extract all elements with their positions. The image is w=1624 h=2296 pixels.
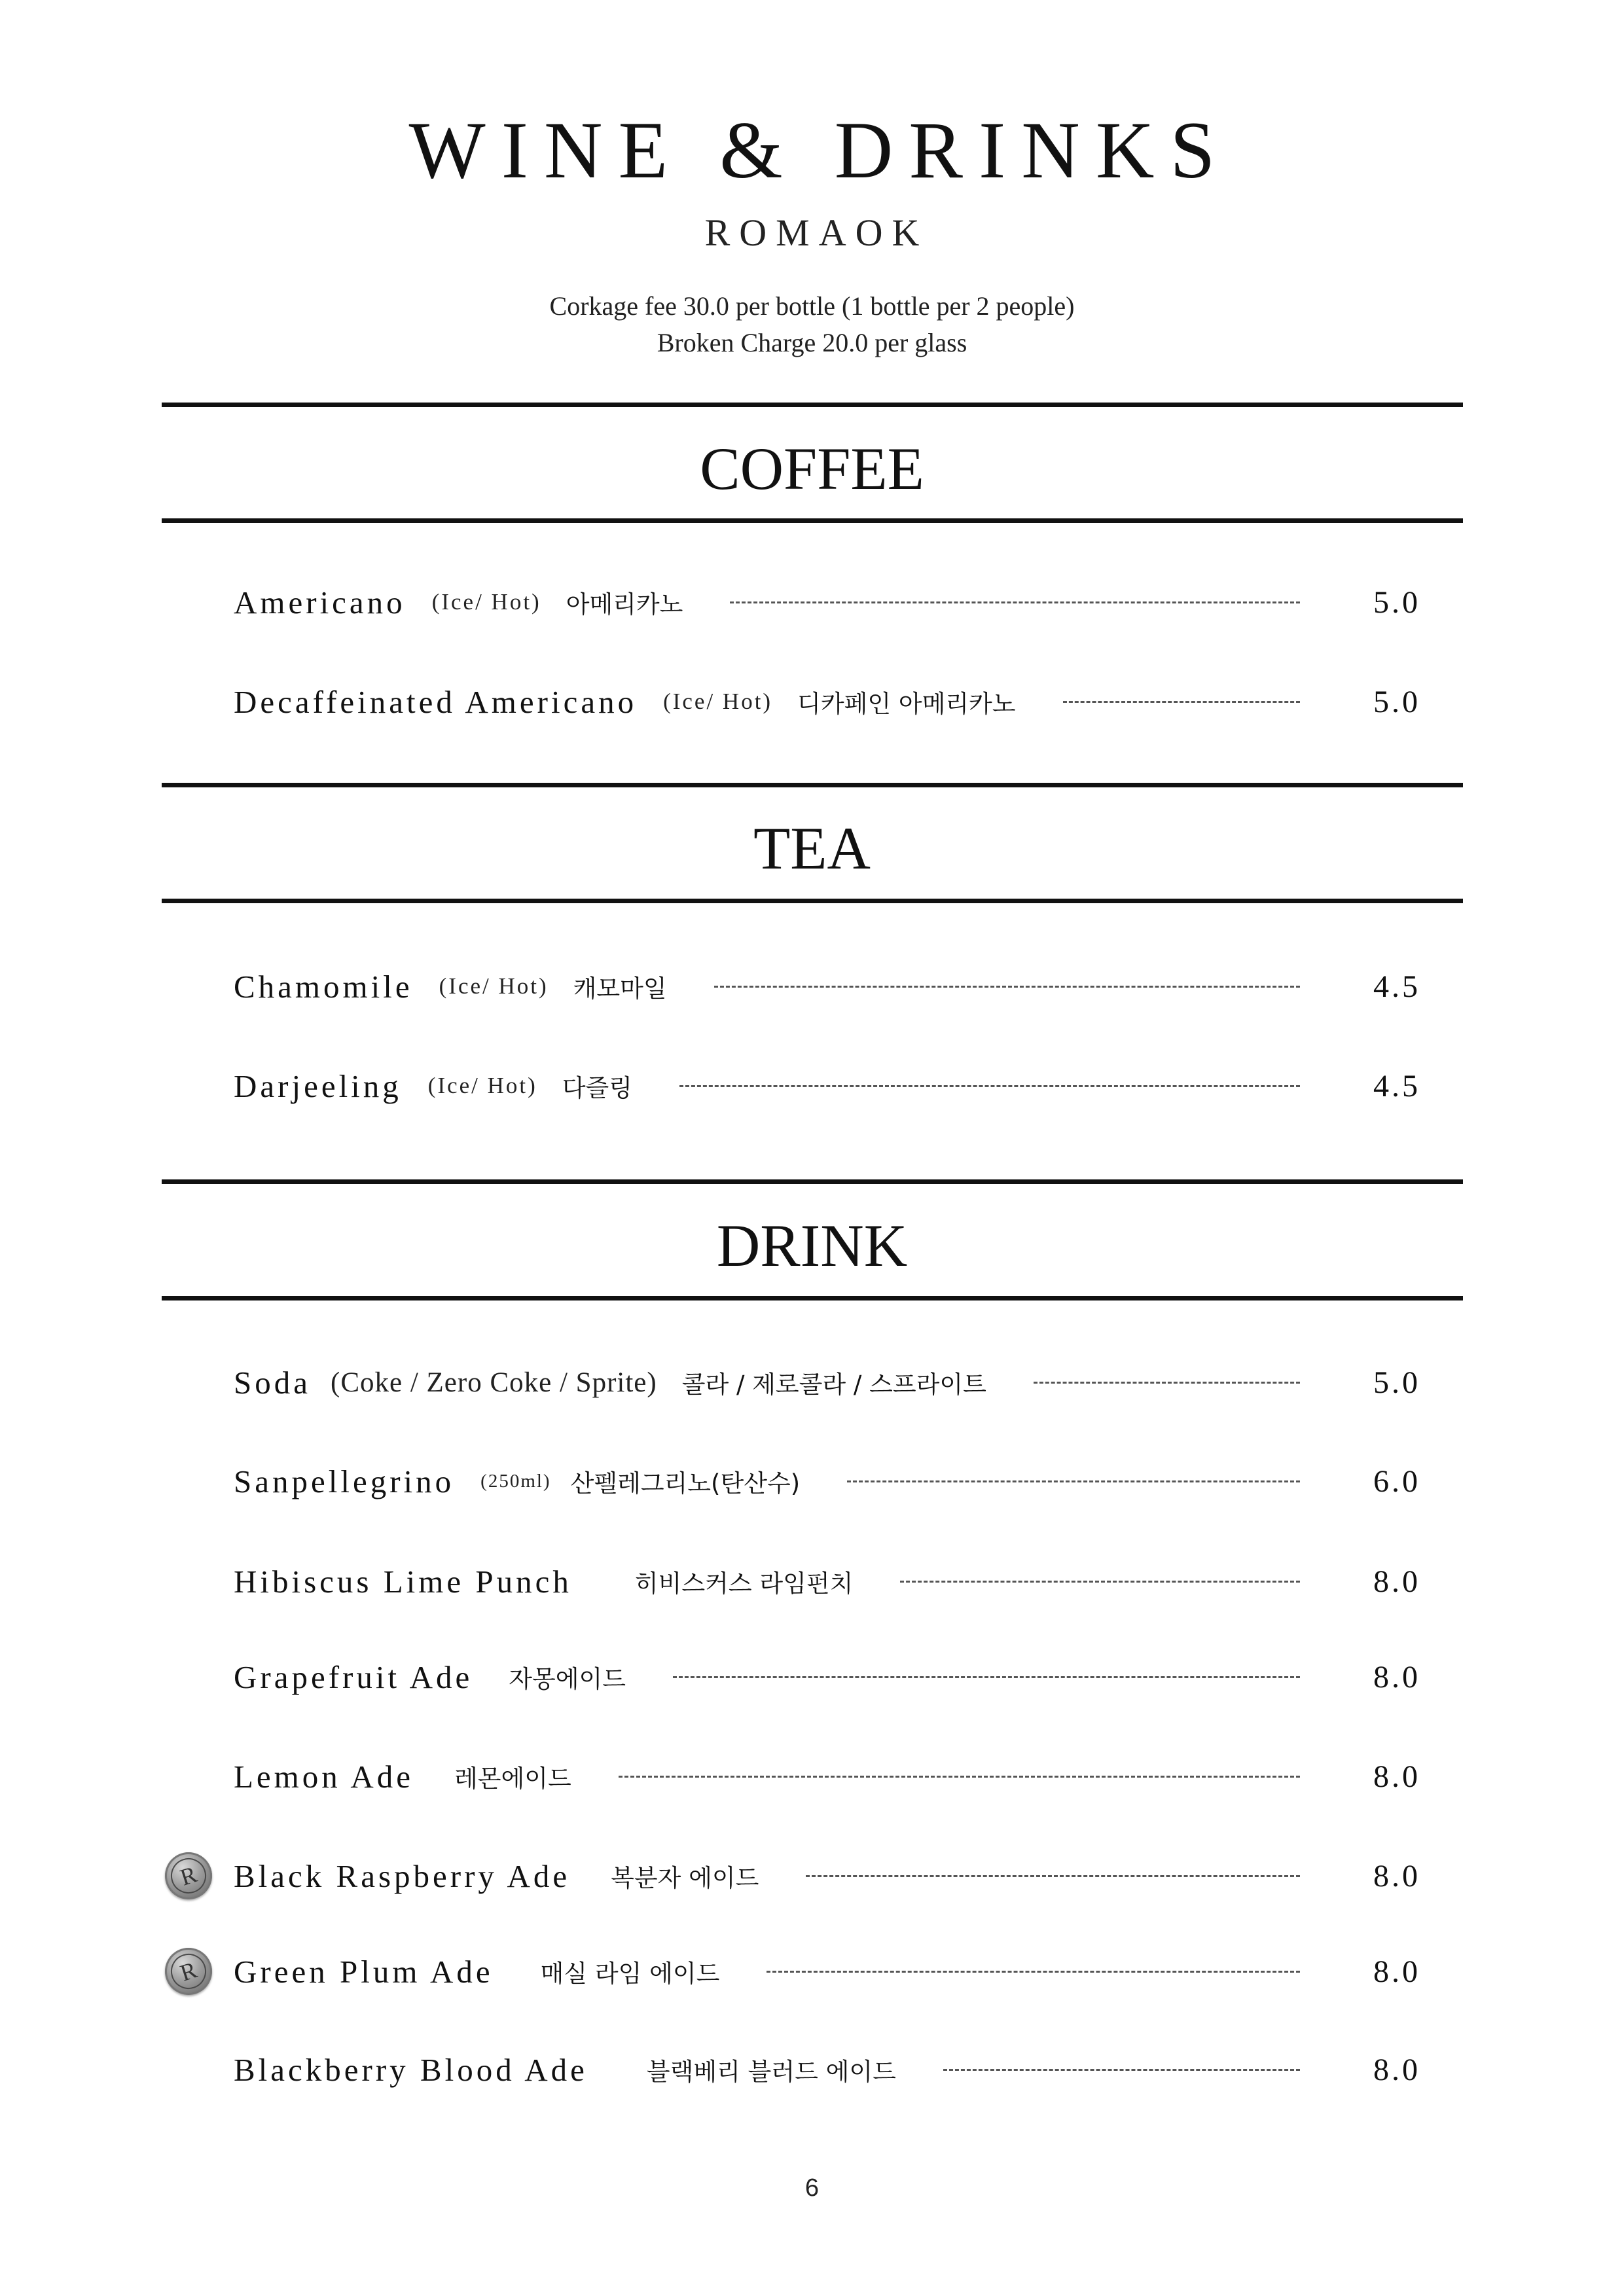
item-name: Chamomile (234, 968, 413, 1005)
section-rule-bottom (162, 1296, 1463, 1300)
item-name: Blackberry Blood Ade (234, 2051, 588, 2088)
item-korean-name: 다즐링 (562, 1074, 633, 1102)
menu-item (234, 1555, 1420, 1607)
brand-name: ROMAOK (704, 211, 929, 254)
item-name: Americano (234, 584, 406, 620)
section-title-coffee: COFFEE (700, 435, 924, 502)
dotted-leader (900, 1581, 1300, 1583)
corkage-fee-note: Corkage fee 30.0 per bottle (1 bottle per 2 people) (549, 291, 1075, 321)
item-korean-name: 블랙베리 블러드 에이드 (646, 2058, 896, 2086)
dotted-leader (806, 1875, 1300, 1877)
item-name: Hibiscus Lime Punch (234, 1563, 572, 1600)
dotted-leader (714, 986, 1300, 988)
item-note: (Ice/ Hot) (427, 1073, 537, 1098)
item-korean-name: 콜라 / 제로콜라 / 스프라이트 (681, 1371, 986, 1399)
item-korean-name: 아메리카노 (566, 590, 683, 619)
item-korean-name: 디카페인 아메리카노 (797, 690, 1016, 718)
item-korean-name: 캐모마일 (573, 975, 667, 1003)
item-name: Soda (234, 1364, 311, 1401)
dotted-leader (1034, 1382, 1300, 1384)
page-title: WINE & DRINKS (408, 105, 1231, 195)
dotted-leader (847, 1480, 1300, 1482)
menu-item (234, 576, 1420, 628)
item-note: (Ice/ Hot) (431, 589, 541, 615)
section-rule-top (162, 1179, 1463, 1184)
section-title-tea: TEA (753, 815, 871, 882)
r-seal-icon (165, 1852, 212, 1899)
item-price: 8.0 (1373, 1564, 1420, 1599)
item-name: Decaffeinated Americano (234, 683, 638, 720)
item-price: 8.0 (1373, 1954, 1420, 1989)
dotted-leader (767, 1971, 1300, 1973)
dotted-leader (679, 1085, 1300, 1087)
item-korean-name: 복분자 에이드 (611, 1864, 759, 1892)
item-price: 8.0 (1373, 1759, 1420, 1794)
charge-notes (0, 288, 1624, 361)
menu-item (234, 1455, 1420, 1507)
dotted-leader (943, 2069, 1300, 2071)
section-title-drink: DRINK (716, 1212, 908, 1279)
item-price: 8.0 (1373, 2052, 1420, 2087)
item-name: Sanpellegrino (234, 1463, 455, 1499)
dotted-leader (673, 1676, 1300, 1678)
dotted-leader (1063, 701, 1300, 703)
item-price: 5.0 (1373, 684, 1420, 719)
section-rule-top (162, 783, 1463, 787)
item-note: (250ml) (480, 1470, 551, 1492)
item-note: (Ice/ Hot) (439, 973, 549, 999)
r-seal-letter: R (166, 1854, 211, 1898)
menu-item (234, 1651, 1420, 1703)
item-name: Green Plum Ade (234, 1953, 494, 1990)
item-price: 8.0 (1373, 1858, 1420, 1893)
broken-charge-note: Broken Charge 20.0 per glass (657, 328, 967, 357)
item-korean-name: 레몬에이드 (454, 1765, 571, 1793)
r-seal-letter: R (166, 1949, 211, 1994)
menu-item (234, 1750, 1420, 1803)
item-name: Lemon Ade (234, 1758, 414, 1795)
menu-item (234, 675, 1420, 728)
dotted-leader (619, 1776, 1300, 1778)
item-korean-name: 자몽에이드 (509, 1665, 626, 1693)
item-price: 6.0 (1373, 1463, 1420, 1499)
item-price: 5.0 (1373, 1365, 1420, 1400)
menu-item (234, 960, 1420, 1013)
item-price: 8.0 (1373, 1659, 1420, 1695)
menu-item (234, 1060, 1420, 1112)
item-name: Grapefruit Ade (234, 1659, 473, 1695)
section-rule-bottom (162, 899, 1463, 903)
dotted-leader (730, 601, 1300, 603)
item-korean-name: 매실 라임 에이드 (540, 1960, 720, 1988)
item-korean-name: 히비스커스 라임펀치 (634, 1570, 854, 1598)
r-seal-icon (165, 1948, 212, 1995)
item-price: 4.5 (1373, 969, 1420, 1004)
menu-item (234, 1356, 1420, 1408)
item-name: Black Raspberry Ade (234, 1857, 571, 1894)
menu-item-signature (177, 1850, 1420, 1902)
page-number: 6 (804, 2174, 820, 2202)
menu-item-signature (177, 1945, 1420, 1998)
section-rule-bottom (162, 518, 1463, 523)
item-name: Darjeeling (234, 1067, 402, 1104)
section-rule-top (162, 403, 1463, 407)
item-price: 4.5 (1373, 1068, 1420, 1103)
item-price: 5.0 (1373, 584, 1420, 620)
item-korean-name: 산펠레그리노(탄산수) (570, 1469, 801, 1498)
item-note: (Ice/ Hot) (663, 689, 773, 714)
item-note: (Coke / Zero Coke / Sprite) (331, 1367, 657, 1398)
menu-header (0, 105, 1624, 361)
menu-item (234, 2043, 1420, 2096)
